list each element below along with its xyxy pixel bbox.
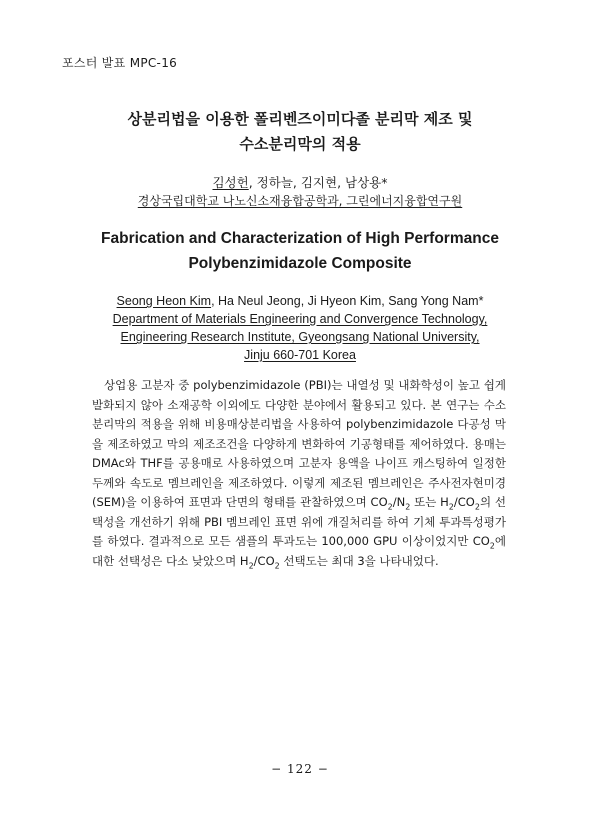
session-label: 포스터 발표 MPC-16 [62,56,178,70]
korean-title-line2: 수소분리막의 적용 [239,135,361,153]
abstract-paragraph: 상업용 고분자 중 polybenzimidazole (PBI)는 내열성 및 내화학성이 높고 쉽게 발화되지 않아 소재공학 이외에도 다양한 분야에서 활용되고 있다. 본 연구는 수소 분리막의 적용을 위해 비용매상분리법을 사용하여 polybenzimidazole 다공성 막을 제조하였고 막의 제조조건을 다양하게 변화하여 기공형태를 제어하였다. 용매는 DMAc와 THF를 공용매로 사용하였으며 고분자 용액을 나이프 캐스팅하여 일정한 두께와 속도로 멤브레인을 제조하였다. 이렇게 제조된 멤브레인은 주사전자현미경(SEM)을 이용하여 표면과 단면의 형태를 관찰하였으며 $CO_2/N_2$ 또는 $H_2/CO_2$의 선택성을 개선하기 위해 PBI 멤브레인 표면 위에 개질처리를 하여 기체 투과특성평가를 하였다. 결과적으로 모든 샘플의 투과도는 100,000 GPU 이상이었지만 $CO_2$에 대한 선택성은 다소 낮았으며 $H_2/CO_2$ 선택도는 최대 3을 나타내었다. [92,378,506,570]
english-authors [0,292,600,310]
korean-other-authors: , 정하늘, 김지현, 남상용* [248,175,388,190]
english-authors-affiliation [0,292,600,364]
english-title [0,226,600,276]
english-affiliation-line1: Department of Materials Engineering and Convergence Technology, [112,312,488,326]
english-affiliation-line3: Jinju 660-701 Korea [244,348,356,362]
english-affiliation-line2: Engineering Research Institute, Gyeongsang National University, [120,330,480,344]
english-other-authors: , Ha Neul Jeong, Ji Hyeon Kim, Sang Yong Nam* [211,294,484,308]
korean-first-author: 김성헌 [212,175,249,190]
english-title-line1: Fabrication and Characterization of High Performance [101,230,499,247]
page-number: − 122 − [271,762,329,776]
english-first-author: Seong Heon Kim [116,294,212,308]
korean-title [0,107,600,157]
korean-authors [0,174,600,192]
korean-affiliation-text: 경상국립대학교 나노신소재융합공학과, 그린에너지융합연구원 [137,194,463,208]
korean-affiliation [0,192,600,210]
english-title-line2: Polybenzimidazole Composite [188,255,412,272]
korean-title-line1: 상분리법을 이용한 폴리벤즈이미다졸 분리막 제조 및 [127,110,473,128]
